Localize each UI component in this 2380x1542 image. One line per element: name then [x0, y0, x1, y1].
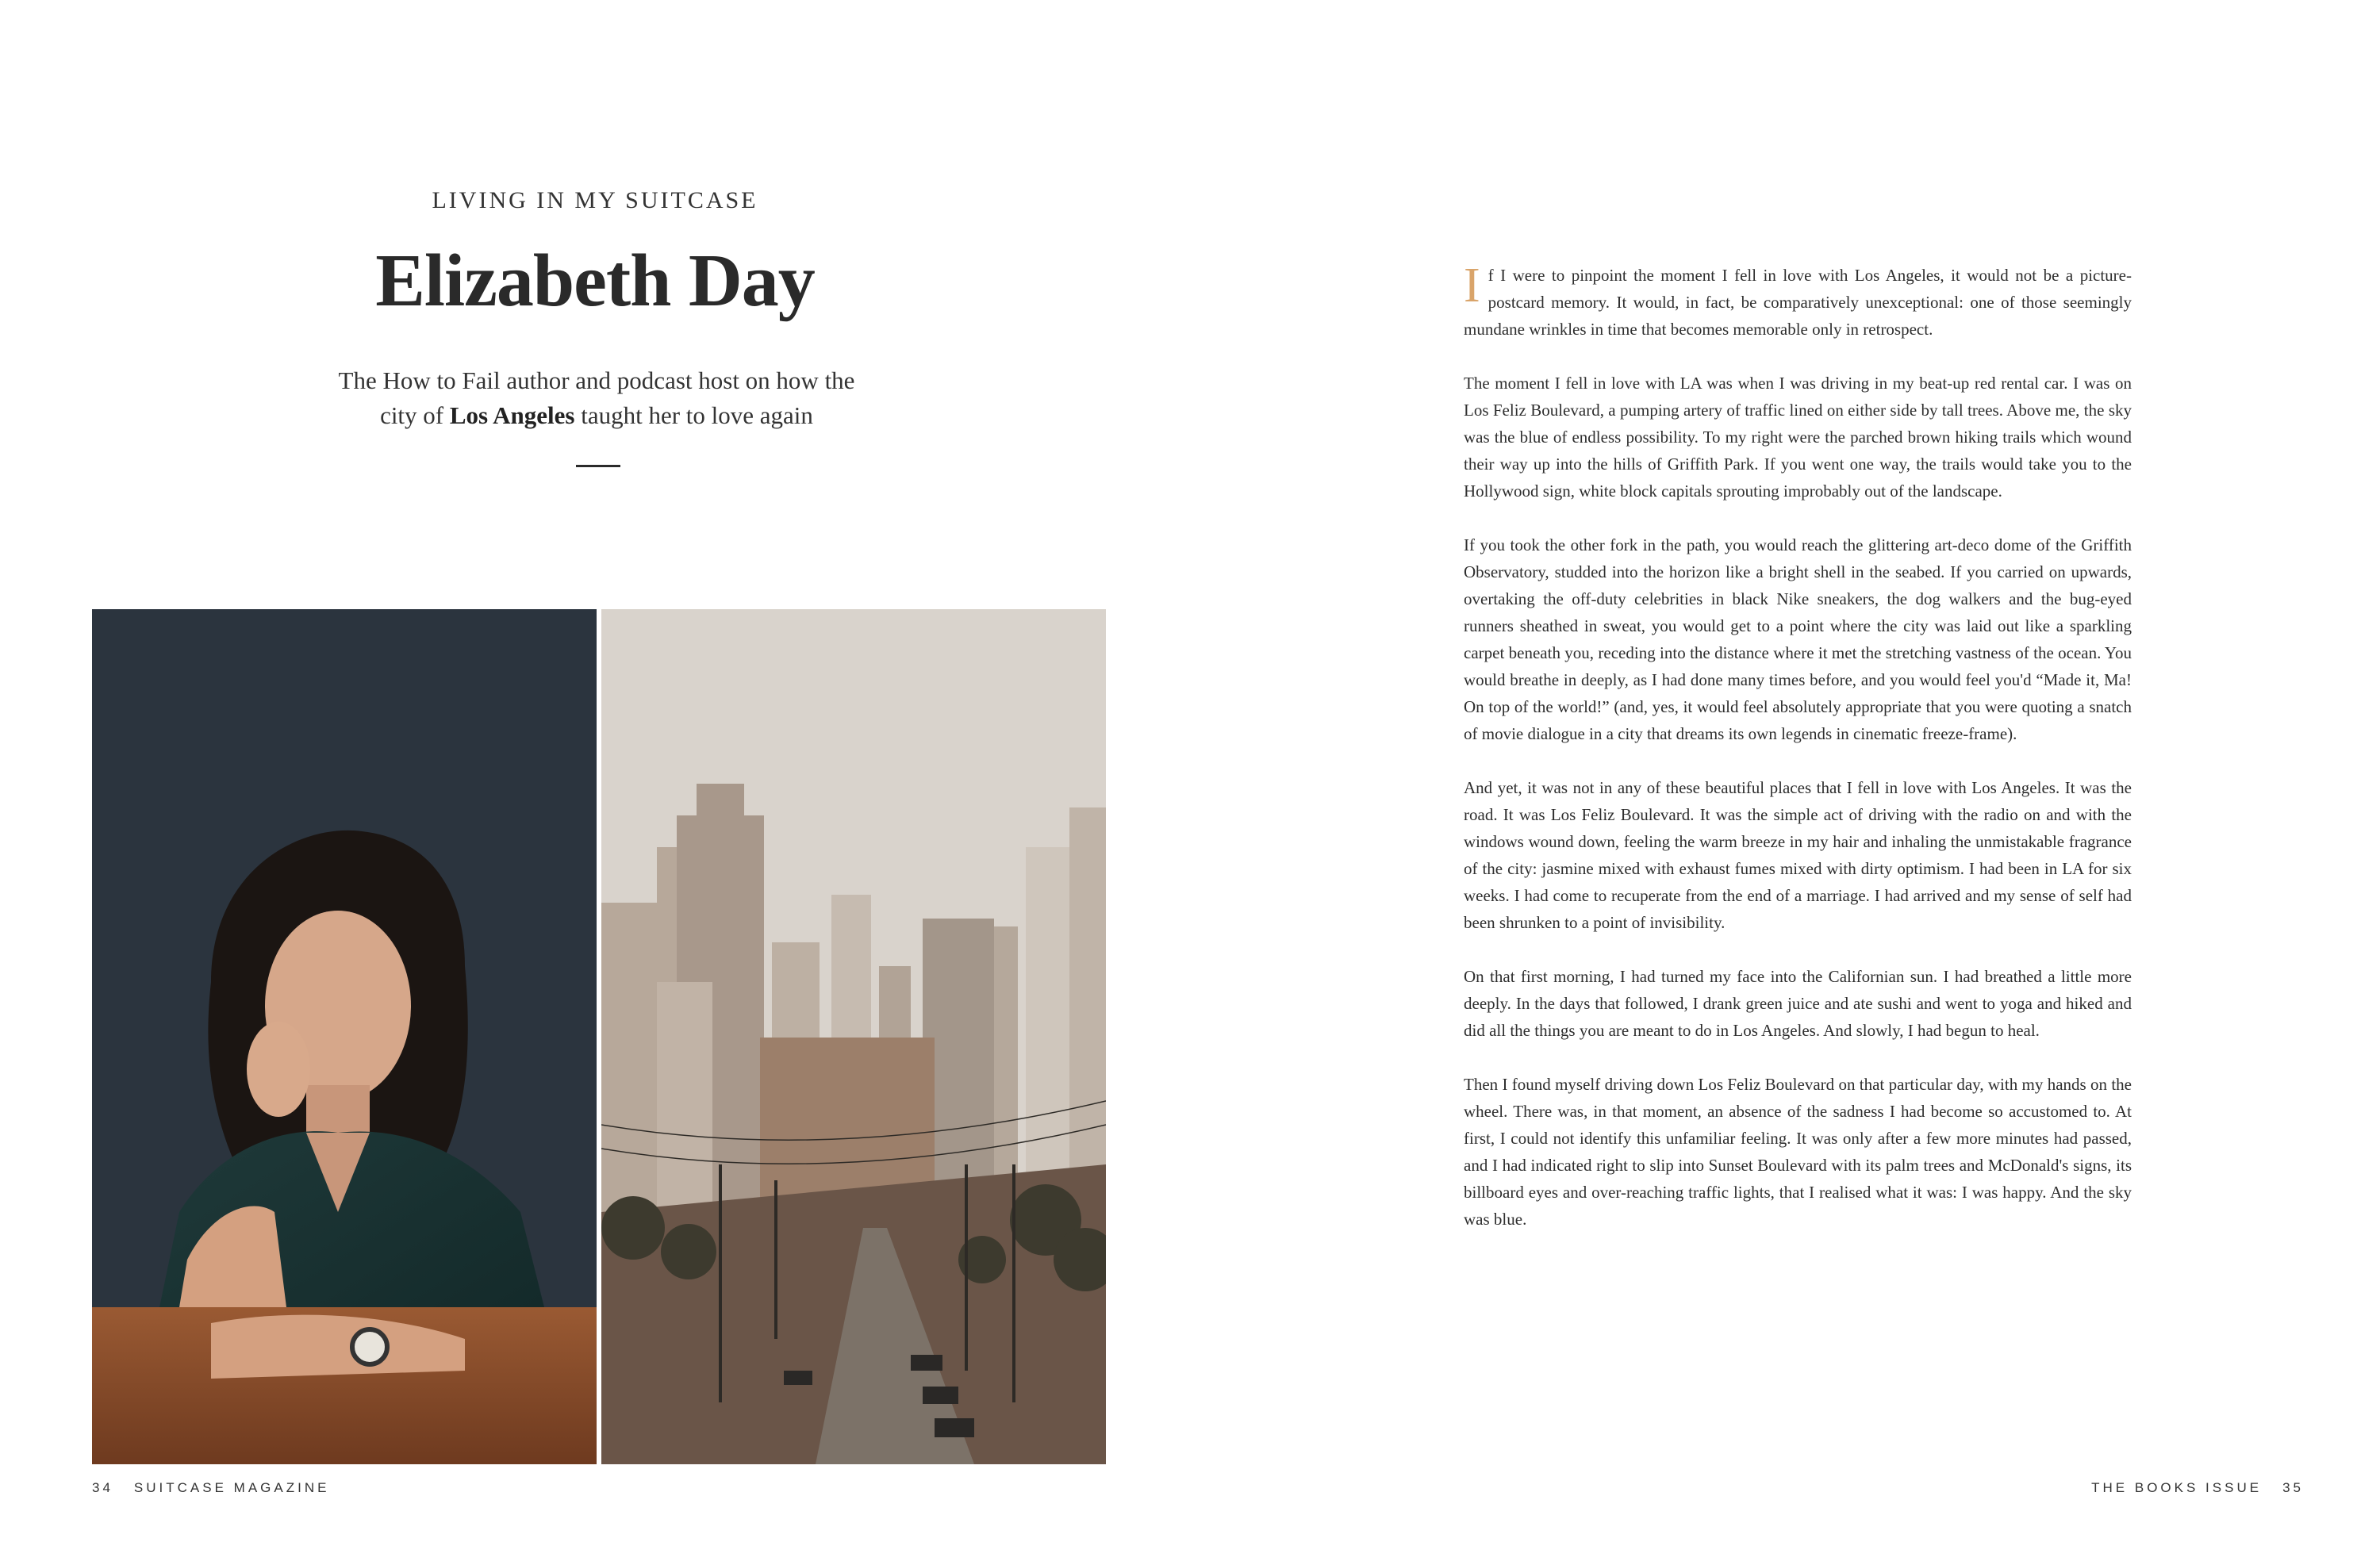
right-page-folio: [2091, 1480, 2304, 1496]
standfirst-line-2-start: city of: [380, 401, 450, 429]
headline-divider: [576, 465, 620, 467]
paragraph-text: f I were to pinpoint the moment I fell in love with Los Angeles, it would not be a picture-postcard memory. It would, in fact, be comparatively unexceptional: one of those seemingly mundane wrinkles in time that becomes memorable only in retrospect.: [1464, 266, 2132, 339]
article-paragraph: On that first morning, I had turned my face into the Californian sun. I had breathed a little more deeply. In the days that followed, I drank green juice and ate sushi and went to yoga and hiked and did all the things you are meant to do in Los Angeles. And slowly, I had begun to heal.: [1464, 967, 2132, 1040]
article-paragraph: Then I found myself driving down Los Feliz Boulevard on that particular day, with my hands on the wheel. There was, in that moment, an absence of the sadness I had become so accustomed to. At first, I could not identify this unfamiliar feeling. It was only after a few more minutes had passed, and I had indicated right to slip into Sunset Boulevard with its palm trees and McDonald's signs, its billboard eyes and over-reaching traffic lights, that I realised what it was: I was happy. And the sky was blue.: [1464, 1075, 2132, 1229]
section-kicker: LIVING IN MY SUITCASE: [432, 187, 758, 213]
article-headline: Elizabeth Day: [375, 240, 815, 322]
city-illustration: [601, 609, 1106, 1464]
author-portrait-photo: [92, 609, 597, 1464]
los-angeles-city-photo: [601, 609, 1106, 1464]
magazine-name: SUITCASE MAGAZINE: [133, 1480, 330, 1495]
drop-cap: I: [1464, 259, 1480, 313]
article-paragraph: The moment I fell in love with LA was when I was driving in my beat-up red rental car. I was on Los Feliz Boulevard, a pumping artery of traffic lined on either side by tall trees. Above me, the sky was the blue of endless possibility. To my right were the parched brown hiking trails which wound their way up into the hills of Griffith Park. If you went one way, the trails would take you to the Hollywood sign, white block capitals sprouting improbably out of the landscape.: [1464, 374, 2132, 501]
left-page-folio: [92, 1480, 329, 1496]
article-paragraph: And yet, it was not in any of these beautiful places that I fell in love with Los Angeles. It was the road. It was Los Feliz Boulevard. It was the simple act of driving with the radio on and with the windows wound down, feeling the warm breeze in my hair and inhaling the unmistakable fragrance of the city: jasmine mixed with exhaust fumes mixed with dirty optimism. I had been in LA for six weeks. I had come to recuperate from the end of a marriage. I had arrived and my sense of self had been shrunken to a point of invisibility.: [1464, 778, 2132, 932]
portrait-illustration: [92, 609, 597, 1464]
standfirst-line-1: The How to Fail author and podcast host on how the: [338, 366, 855, 394]
right-page-number: 35: [2282, 1480, 2304, 1495]
article-paragraph: [1464, 259, 2132, 343]
article-standfirst: [333, 363, 860, 433]
issue-name: THE BOOKS ISSUE: [2091, 1480, 2263, 1495]
standfirst-line-2-end: taught her to love again: [574, 401, 813, 429]
article-body: [1464, 259, 2132, 1260]
article-paragraph: If you took the other fork in the path, you would reach the glittering art-deco dome of the Griffith Observatory, studded into the horizon like a bright shell in the seabed. If you carried on upwards, overtaking the off-duty celebrities in black Nike sneakers, the dog walkers and the bug-eyed runners sheathed in sweat, you would get to a point where the city was laid out like a sparkling carpet beneath you, receding into the distance where it met the stretching vastness of the ocean. You would breathe in deeply, as I had done many times before, and you would feel you'd “Made it, Ma! On top of the world!” (and, yes, it would feel absolutely appropriate that you were quoting a snatch of movie dialogue in a city that dreams its own legends in cinematic freeze-frame).: [1464, 535, 2132, 743]
standfirst-city-name: Los Angeles: [449, 401, 575, 429]
left-page-number: 34: [92, 1480, 113, 1495]
